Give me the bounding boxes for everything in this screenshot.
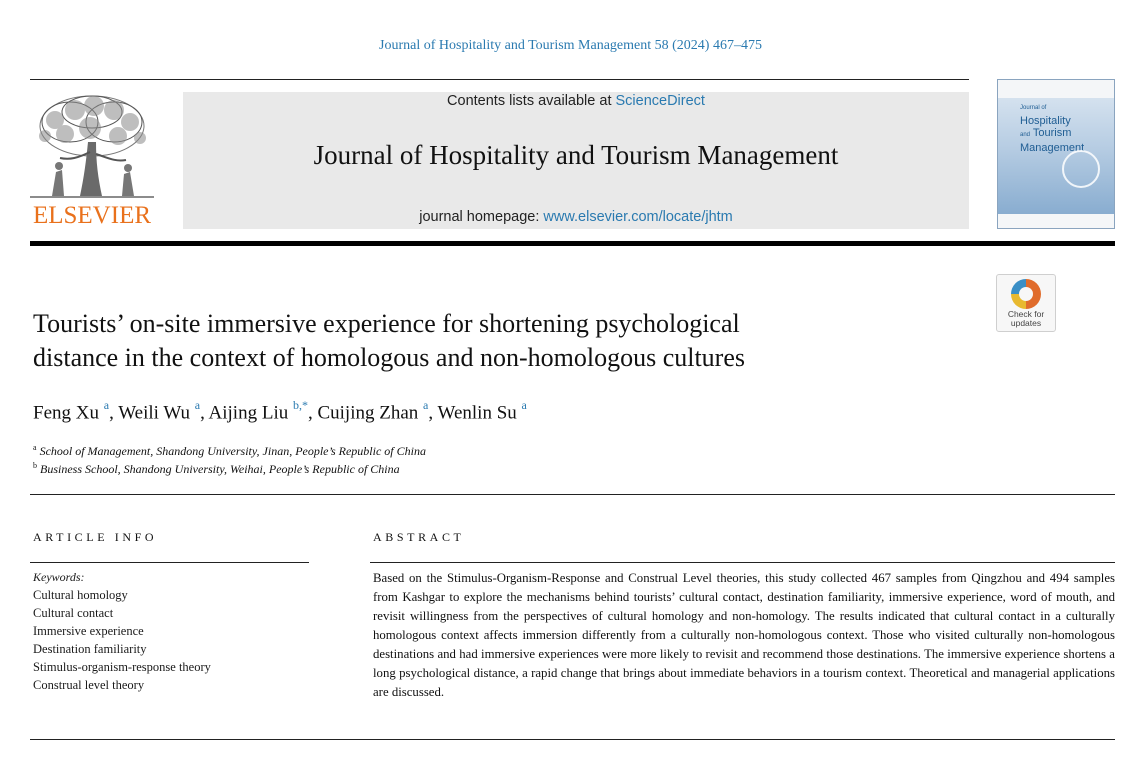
elsevier-logo[interactable] <box>30 92 154 230</box>
journal-homepage-link[interactable]: www.elsevier.com/locate/jhtm <box>543 209 733 225</box>
homepage-prefix: journal homepage: <box>419 209 544 225</box>
cover-title-line2: Tourism <box>1032 127 1072 139</box>
affiliation-mark: a <box>33 443 37 452</box>
cover-circle-graphic <box>1062 150 1100 188</box>
cover-top-band <box>998 80 1114 98</box>
check-updates-line1: Check for <box>1007 309 1045 319</box>
sciencedirect-link[interactable]: ScienceDirect <box>615 93 705 109</box>
article-info-heading: ARTICLE INFO <box>33 530 158 544</box>
article-info-rule <box>30 562 309 563</box>
article-title-line1: Tourists’ on-site immersive experience for shortening psychological <box>33 309 740 338</box>
author-name[interactable]: Feng Xu <box>33 402 99 424</box>
abstract-heading: ABSTRACT <box>373 530 465 544</box>
affiliation-divider <box>30 494 1115 495</box>
keyword-item[interactable]: Stimulus-organism-response theory <box>33 660 211 674</box>
affiliation-mark: b <box>33 461 37 470</box>
affiliation-text: School of Management, Shandong University, Jinan, People’s Republic of China <box>39 444 426 458</box>
cover-title-of: Journal of <box>1020 105 1047 111</box>
keyword-item[interactable]: Destination familiarity <box>33 642 147 656</box>
cover-title-and: and <box>1020 132 1031 138</box>
author-affiliation-mark[interactable]: a <box>103 398 110 412</box>
check-updates-icon <box>1011 279 1041 309</box>
article-title-line2: distance in the context of homologous and non-homologous cultures <box>33 343 745 372</box>
keyword-item[interactable]: Cultural contact <box>33 606 114 620</box>
cover-title-line1: Hospitality <box>1020 114 1071 127</box>
author-affiliation-mark[interactable]: a <box>521 398 527 412</box>
author-name[interactable]: Cuijing Zhan <box>317 402 419 424</box>
journal-citation[interactable]: Journal of Hospitality and Tourism Management 58 (2024) 467–475 <box>379 38 762 53</box>
check-updates-line2: updates <box>1010 318 1042 328</box>
affiliation-a <box>33 443 426 459</box>
author-affiliation-mark[interactable]: a <box>423 398 429 412</box>
author-list: Feng Xu $^a$, Weili Wu $^a$, Aijing Liu $^{b,*}$, Cuijing Zhan $^a$, Wenlin Su $^a$ <box>33 398 527 424</box>
keyword-item[interactable]: Construal level theory <box>33 678 145 692</box>
journal-homepage-line <box>183 209 969 225</box>
header-thick-rule <box>30 241 1115 246</box>
affiliation-text: Business School, Shandong University, Weihai, People’s Republic of China <box>40 462 400 476</box>
cover-bottom-band <box>998 214 1114 228</box>
abstract-rule <box>370 562 1115 563</box>
author-name[interactable]: Aijing Liu <box>208 402 289 424</box>
keyword-item[interactable]: Cultural homology <box>33 588 128 602</box>
cover-title-line3: Management <box>1020 141 1085 154</box>
author-affiliation-mark[interactable]: a <box>194 398 201 412</box>
abstract-text: Based on the Stimulus-Organism-Response and Construal Level theories, this study collected 467 samples from Qingzhou and 494 samples from Kashgar to explore the mechanisms behind tourists’ cultural contact, destination familiarity, immersive experience, word of mouth, and revisit willingness from the perspectives of cultural homology and non-homology. The results indicated that cultural contact in a culturally homologous context affects immersion differently from a culturally non-homologous context. Those who visited culturally non-homologous destinations and had immersive experiences were more likely to revisit and recommend those destinations. The immersive experience shortens a long psychological distance, a rapid change that brings about immediate behaviors in a tourism context. Theoretical and managerial applications are discussed. <box>373 571 1115 699</box>
author-name[interactable]: Weili Wu <box>118 402 190 424</box>
elsevier-tree-icon <box>30 92 154 202</box>
keywords-list <box>33 586 211 694</box>
contents-prefix: Contents lists available at <box>447 93 616 109</box>
cover-title <box>1020 102 1084 154</box>
journal-title: Journal of Hospitality and Tourism Management <box>313 140 839 170</box>
keyword-item[interactable]: Immersive experience <box>33 624 144 638</box>
journal-header-box <box>183 92 969 229</box>
abstract-bottom-rule <box>30 739 1115 740</box>
check-for-updates-button[interactable] <box>996 274 1056 332</box>
check-updates-label <box>997 310 1055 328</box>
elsevier-wordmark: ELSEVIER <box>32 202 152 229</box>
article-title <box>33 307 933 375</box>
keywords-label: Keywords: <box>33 570 85 584</box>
contents-available-line <box>183 93 969 109</box>
author-name[interactable]: Wenlin Su <box>437 402 517 424</box>
author-affiliation-mark[interactable]: b,* <box>292 398 308 412</box>
affiliation-b <box>33 461 400 477</box>
journal-cover-thumbnail[interactable] <box>997 79 1115 229</box>
header-top-rule <box>30 79 969 80</box>
